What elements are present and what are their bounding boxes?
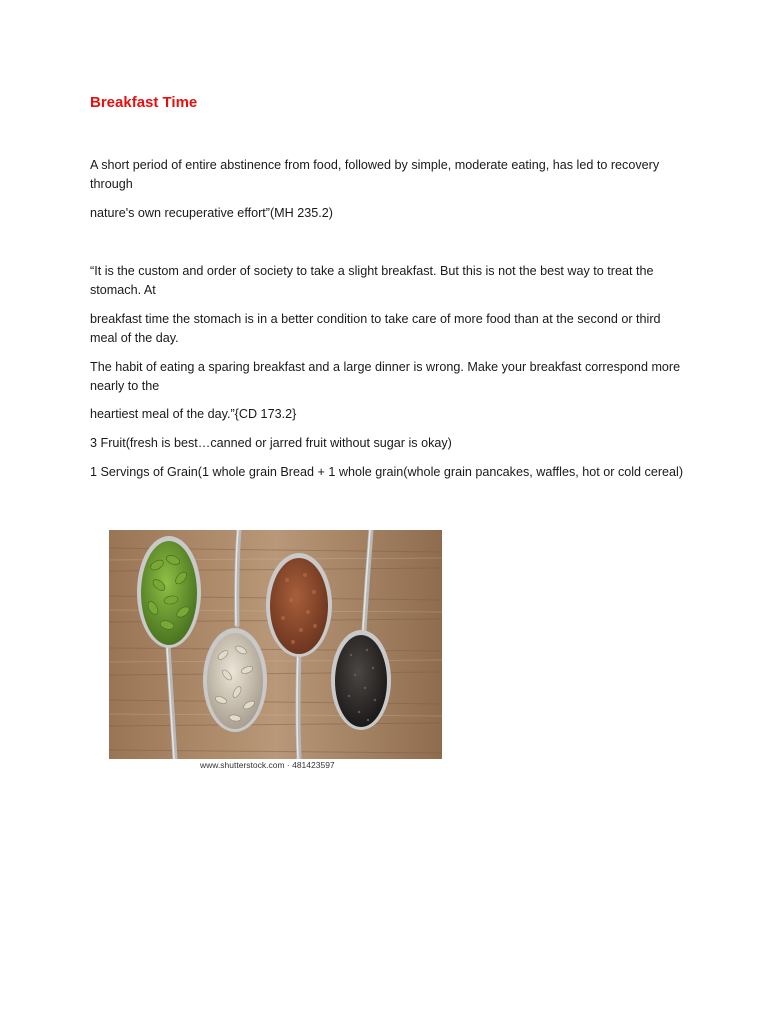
paragraph-2: nature's own recuperative effort”(MH 235.2)	[90, 206, 333, 220]
seeds-spoons-illustration	[109, 530, 442, 759]
paragraph-6: heartiest meal of the day.”{CD 173.2}	[90, 407, 297, 421]
paragraph-3: “It is the custom and order of society to take a slight breakfast. But this is not the best way to treat the stomach. At	[90, 264, 654, 297]
paragraph-4: breakfast time the stomach is in a better condition to take care of more food than at the second or third meal of the day.	[90, 312, 661, 345]
paragraph-1: A short period of entire abstinence from food, followed by simple, moderate eating, has led to recovery through	[90, 158, 660, 191]
paragraph-8: 1 Servings of Grain(1 whole grain Bread + 1 whole grain(whole grain pancakes, waffles, hot or cold cereal)	[90, 465, 684, 479]
image-caption: www.shutterstock.com · 481423597	[200, 760, 335, 770]
seeds-spoons-photo	[109, 530, 442, 759]
paragraph-7: 3 Fruit(fresh is best…canned or jarred fruit without sugar is okay)	[90, 436, 452, 450]
paragraph-5: The habit of eating a sparing breakfast and a large dinner is wrong. Make your breakfast correspond more nearly to the	[90, 360, 681, 393]
page-title: Breakfast Time	[90, 94, 198, 111]
